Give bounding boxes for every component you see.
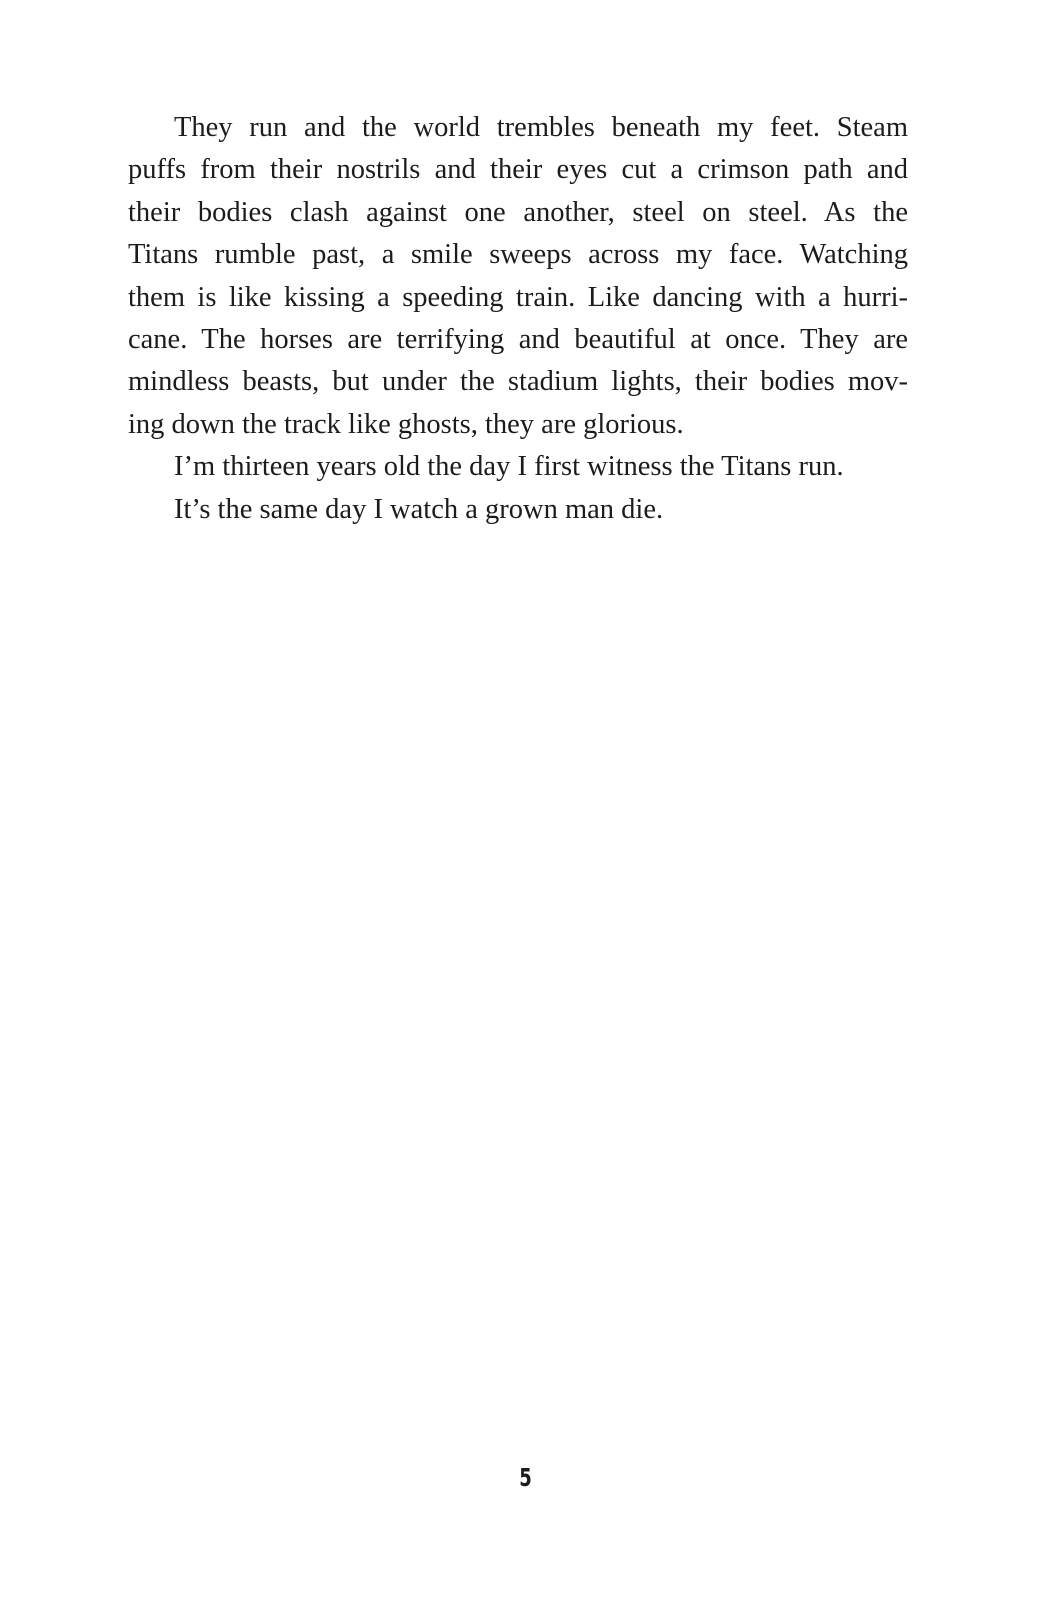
paragraph-3: It’s the same day I watch a grown man die. [174, 493, 664, 525]
body-text [128, 107, 908, 531]
page-number: 5 [519, 1463, 532, 1492]
paragraph-2: I’m thirteen years old the day I first witness the Titans run. [174, 451, 844, 483]
text-line: puffs from their nostrils and their eyes cut a crimson path and [128, 154, 908, 186]
text-line: Titans rumble past, a smile sweeps across my face. Watching [128, 239, 908, 271]
paragraph-1 [128, 107, 908, 446]
text-line: cane. The horses are terrifying and beautiful at once. They are [128, 324, 908, 356]
text-line: their bodies clash against one another, steel on steel. As the [128, 196, 908, 228]
text-line: They run and the world trembles beneath my feet. Steam [174, 112, 908, 143]
text-line: them is like kissing a speeding train. Like dancing with a hurri- [128, 281, 908, 313]
text-line: mindless beasts, but under the stadium lights, their bodies mov- [128, 366, 908, 398]
text-line: ing down the track like ghosts, they are glorious. [128, 408, 684, 440]
